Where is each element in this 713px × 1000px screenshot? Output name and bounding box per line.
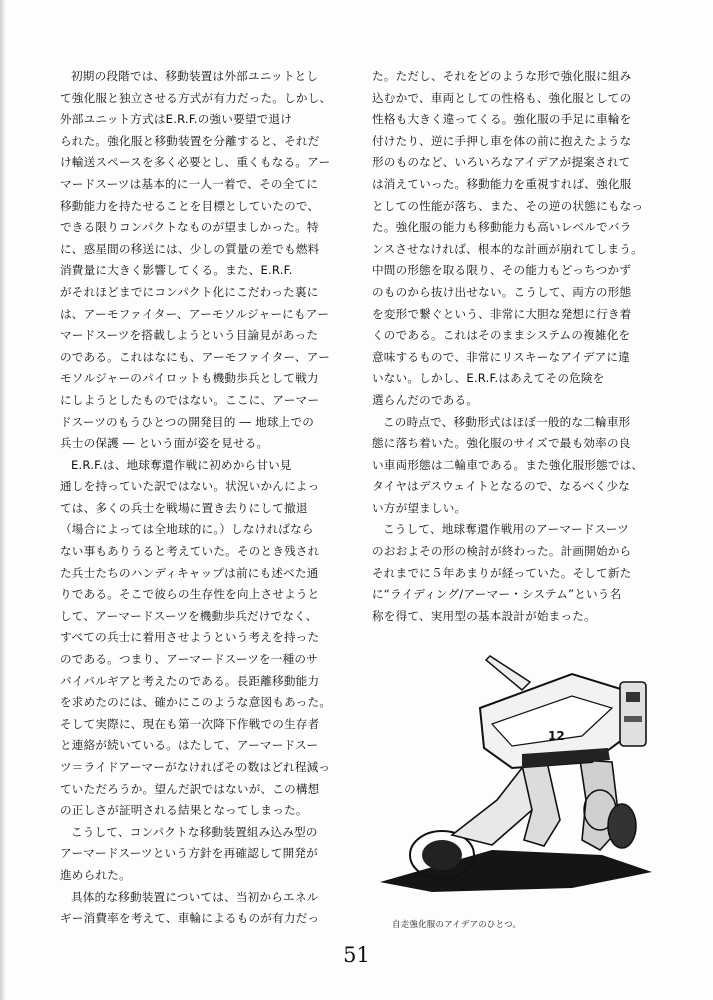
text-line: 具体的な移動装置については、当初からエネル [71, 889, 319, 904]
cannon-barrel [486, 656, 530, 690]
text-line: のである。これはなにも、アーモファイター、アー [60, 349, 330, 364]
text-line: 態に落ち着いた。強化服のサイズで最も効率の良 [372, 436, 631, 451]
text-line: 形のものなど、いろいろなアイデアが提案されて [372, 155, 631, 170]
text-line: （場合によっては全地球的に。）しなければなら [60, 522, 314, 537]
text-line: できる限りコンパクトなものが望ましかった。特 [60, 220, 319, 235]
text-line: に、惑星間の移送には、少しの質量の差でも燃料 [60, 241, 320, 256]
rear-wheel-hub [422, 840, 462, 870]
text-line: 外部ユニット方式はE.R.F.の強い要望で退け [60, 112, 293, 127]
text-line: は、アーモファイター、アーモソルジャーにもアー [60, 306, 329, 321]
text-line: としての性能が落ち、また、その逆の状態にもなっ [372, 198, 644, 213]
front-wheel [608, 804, 636, 848]
text-line: を求めたのには、確かにこのような意図もあった。 [60, 695, 332, 710]
text-line: の正しさが証明される結果となってしまった。 [60, 803, 308, 818]
text-line: 込むかで、車両としての性格も、強化服としての [372, 90, 632, 105]
text-line: い車両形態は二輪車である。また強化服形態では、 [372, 457, 644, 472]
text-line: この時点で、移動形式はほぼ一般的な二輪車形 [383, 414, 631, 429]
text-line: と連絡が続いている。はたして、アーマードスー [60, 738, 319, 753]
text-line: 性格も大きく違ってくる。強化服の手足に車輪を [372, 112, 632, 127]
text-line: すべての兵士に着用させようという考えを持った [60, 630, 320, 645]
text-line: 兵士の保護 ― という面が姿を見せる。 [60, 436, 269, 451]
text-line: た。ただし、それをどのような形で強化服に組み [372, 69, 632, 83]
ride-armor-drawing [372, 650, 668, 905]
text-line: 移動能力を持たせることを目標としていたので、 [60, 198, 320, 213]
text-line: 中間の形態を取る限り、その能力もどっちつかず [372, 263, 632, 278]
text-line: のである。つまり、アーマードスーツを一種のサ [60, 652, 318, 667]
side-pod [620, 682, 646, 746]
text-line: タイヤはデスウェイトとなるので、なるべく少な [372, 479, 631, 494]
page-number: 51 [343, 943, 370, 967]
text-line: マードスーツは基本的に一人一着で、その全てに [60, 176, 319, 191]
text-line: け輸送スペースを多く必要とし、重くもなる。アー [60, 155, 331, 170]
text-line: て強化服と独立させる方式が有力だった。しかし、 [60, 90, 332, 105]
text-line: ギー消費率を考えて、車輪によるものが有力だっ [60, 911, 320, 926]
text-line: E.R.F.は、地球奪還作戦に初めから甘い見 [71, 457, 292, 472]
text-line: ては、多くの兵士を戦場に置き去りにして撤退 [60, 500, 308, 515]
text-line: それまでに５年あまりが経っていた。そして新た [372, 565, 632, 580]
text-line: 付けたり、逆に手押し車を体の前に抱えたような [372, 133, 632, 148]
text-line: 意味するもので、非常にリスキーなアイデアに違 [372, 349, 630, 364]
text-line: を変形で繋ぐという、非常に大胆な発想に行き着 [372, 306, 632, 321]
text-line: 初期の段階では、移動装置は外部ユニットとし [71, 69, 319, 83]
text-column-right [372, 66, 668, 627]
text-line: ンスさせなければ、根本的な計画が崩れてしまう。 [372, 241, 643, 256]
text-line: アーマードスーツという方針を再確認して開発が [60, 846, 318, 861]
text-line: い方が望ましい。 [372, 500, 467, 515]
text-line: た。強化服の能力も移動能力も高いレベルでバラ [372, 220, 632, 235]
text-line: た兵士たちのハンディキャップは前にも述べた通 [60, 565, 319, 580]
text-line: バイバルギアと考えたのである。長距離移動能力 [60, 673, 320, 688]
figure-caption: 自走強化服のアイデアのひとつ。 [392, 920, 522, 930]
text-line: 進められた。 [60, 867, 131, 882]
text-line: して、アーマードスーツを機動歩兵だけでなく、 [60, 608, 318, 623]
text-line: ツ＝ライドアーマーがなければその数はどれ程減っ [60, 760, 331, 774]
text-line: 通しを持っていた訳ではない。状況いかんによっ [60, 479, 320, 494]
text-line: に“ライディング/アーマー・システム”という名 [372, 587, 622, 602]
text-line: こうして、コンパクトな移動装置組み込み型の [71, 824, 318, 839]
text-line: ドスーツのもうひとつの開発目的 ― 地球上での [60, 414, 315, 429]
text-line: は消えていった。移動能力を重視すれば、強化服 [372, 176, 632, 191]
text-line: にしようとしたものではない。ここに、アーマー [60, 392, 320, 407]
text-line: こうして、地球奪還作戦用のアーマードスーツ [383, 522, 629, 537]
text-column-left [60, 66, 350, 930]
page-edge-shadow [0, 0, 6, 1000]
text-line: 選らんだのである。 [372, 392, 479, 407]
unit-number-marking: 12 [548, 729, 565, 743]
ground-shadow [380, 850, 652, 892]
text-line: そして実際に、現在も第一次降下作戦での生存者 [60, 716, 320, 731]
text-line: いない。しかし、E.R.F.はあえてその危険を [372, 371, 605, 386]
text-line: くのである。これはそのままシステムの複雑化を [372, 328, 631, 343]
text-line: ない事もありうると考えていた。そのとき残され [60, 544, 320, 559]
text-line: 称を得て、実用型の基本設計が始まった。 [372, 608, 596, 623]
side-pod-vent [624, 716, 642, 722]
text-line: マードスーツを搭載しようという目論見があった [60, 328, 319, 343]
text-line: のものから抜け出せない。こうして、両方の形態 [372, 284, 632, 299]
text-line: モソルジャーのパイロットも機動歩兵として戦力 [60, 371, 319, 386]
text-line: ていただろうか。望んだ訳ではないが、この構想 [60, 781, 320, 796]
text-line: 消費量に大きく影響してくる。また、E.R.F. [60, 263, 293, 278]
text-line: がそれほどまでにコンパクト化にこだわった裏に [60, 284, 319, 299]
ride-armor-illustration [372, 650, 668, 905]
text-line: りである。そこで彼らの生存性を向上させようと [60, 587, 320, 602]
side-pod-detail [626, 692, 640, 702]
text-line: のおおよその形の検討が終わった。計画開始から [372, 544, 632, 559]
text-line: られた。強化服と移動装置を分離すると、それだ [60, 133, 320, 148]
